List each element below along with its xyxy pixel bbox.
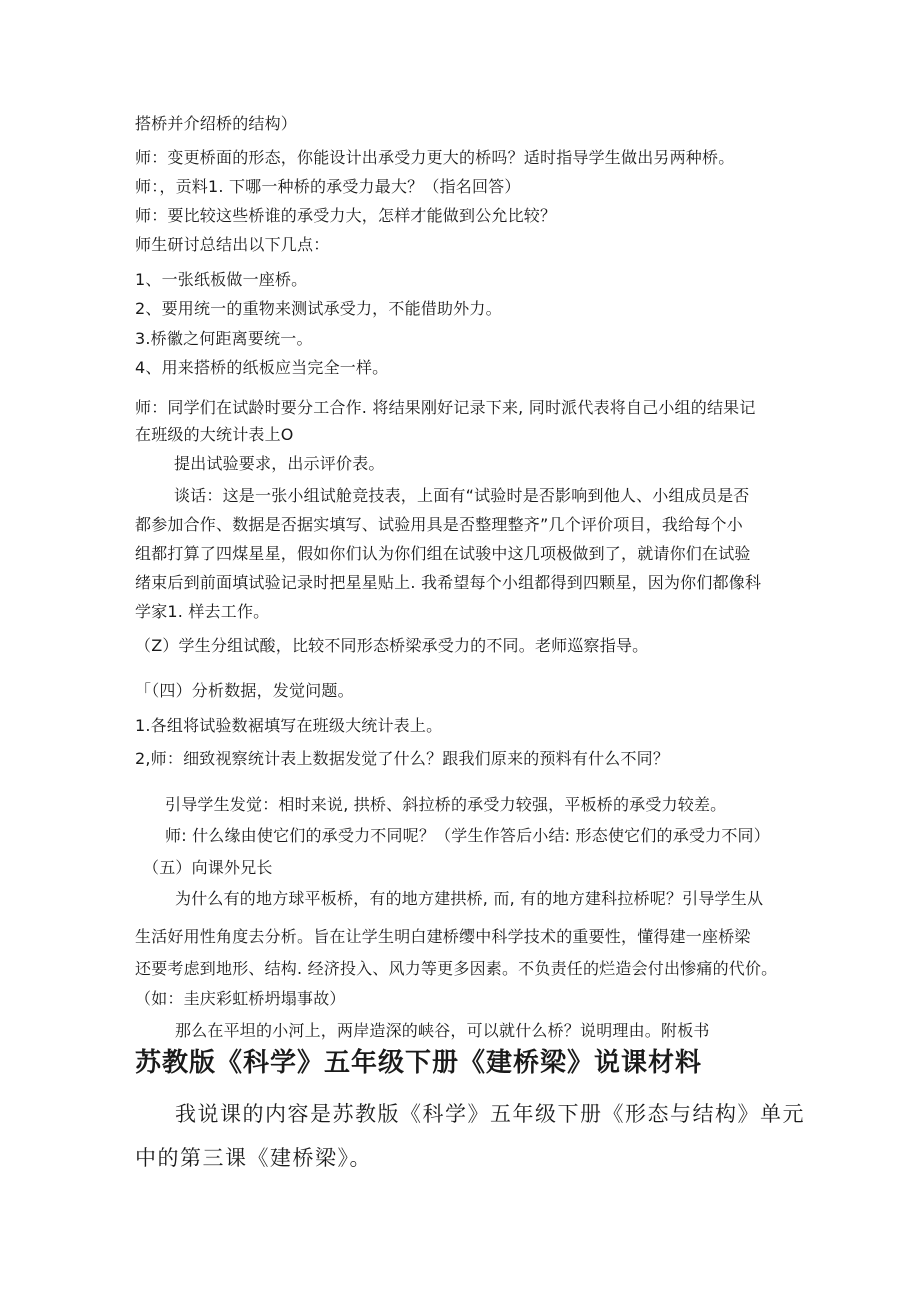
text-line: 谈话：这是一张小组试舱竞技表，上面有“试验时是否影响到他人、小组成员是否 (174, 486, 750, 505)
text-line: 学家1. 样去工作。 (135, 602, 270, 621)
text-line: 师：，贡料1. 下哪一种桥的承受力最大？（指名回答） (135, 177, 521, 196)
intro-line: 我说课的内容是苏教版《科学》五年级下册《形态与结构》单元 (175, 1102, 805, 1126)
section-heading: （五）向课外兄长 (143, 858, 273, 877)
list-item: 4、用来搭桥的纸板应当完全一样。 (135, 358, 389, 377)
text-line: 绪束后到前面填试验记录时把星星贴上. 我希望每个小组都得到四颗星，因为你们都像科 (135, 573, 762, 592)
list-item: 3.桥徽之何距离要统一。 (135, 329, 313, 348)
text-line: 生活好用性角度去分析。旨在让学生明白建桥缨中科学技术的重要性，懂得建一座桥梁 (135, 927, 751, 946)
text-line: 师：要比较这些桥谁的承受力大，怎样才能做到公允比较？ (135, 206, 557, 225)
document-title: 苏教版《科学》五年级下册《建桥梁》说课材料 (135, 1048, 703, 1078)
text-line: 师：变更桥面的形态，你能设计出承受力更大的桥吗？适时指导学生做出另两种桥。 (135, 148, 735, 167)
list-item: 2、要用统一的重物来测试承受力，不能借助外力。 (135, 299, 502, 318)
text-line: 还要考虑到地形、结构. 经济投入、风力等更多因素。不负责任的烂造会付出惨痛的代价。 (135, 959, 778, 978)
intro-line: 中的第三课《建桥梁》。 (135, 1146, 372, 1170)
text-line: 都参加合作、数据是否据实填写、试验用具是否整理整齐”几个评价项目，我给每个小 (135, 515, 743, 534)
text-line: （如：圭庆彩虹桥坍塌事故） (135, 989, 346, 1008)
text-line: 师：同学们在试龄时要分工合作. 将结果刚好记录下来, 同时派代表将自己小组的结果记 (135, 398, 756, 417)
text-line: 师: 什么缘由使它们的承受力不同呢？（学生作答后小结: 形态使它们的承受力不同） (165, 826, 770, 845)
text-line: 师生研讨总结出以下几点： (135, 235, 330, 254)
text-line: 搭桥并介绍桥的结构） (135, 114, 298, 133)
text-line: （Z）学生分组试酸，比较不同形态桥梁承受力的不同。老师巡察指导。 (135, 636, 649, 655)
text-line: 为什么有的地方球平板桥，有的地方建拱桥, 而, 有的地方建科拉桥呢？引导学生从 (175, 889, 764, 908)
text-line: 引导学生发觉：相时来说, 拱桥、斜拉桥的承受力较强，平板桥的承受力较差。 (165, 795, 727, 814)
list-item: 1、一张纸板做一座桥。 (135, 270, 308, 289)
list-item: 2,师：细致视察统计表上数据发觉了什么？跟我们原来的预料有什么不同？ (135, 749, 670, 768)
list-item: 1.各组将试验数裾填写在班级大统计表上。 (135, 716, 443, 735)
text-line: 组都打算了四煤星星，假如你们认为你们组在试骏中这几项极做到了，就请你们在试验 (135, 544, 751, 563)
section-heading: 「（四）分析数据，发觉问题。 (135, 681, 354, 700)
text-line: 在班级的大统计表上O (135, 425, 294, 444)
text-line: 提出试验要求，出示评价表。 (174, 454, 385, 473)
text-line: 那么在平坦的小河上，两岸造深的峡谷，可以就什么桥？说明理由。附板书 (175, 1021, 710, 1040)
